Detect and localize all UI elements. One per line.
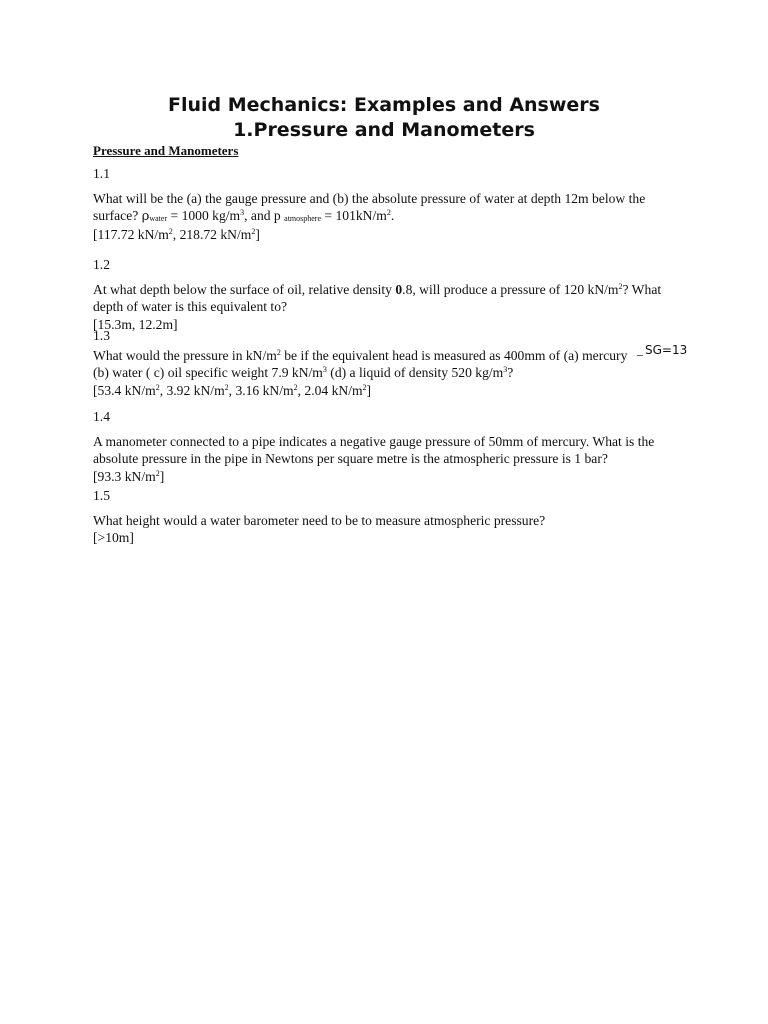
document-title: Fluid Mechanics: Examples and Answers (168, 94, 600, 116)
question-text-line: absolute pressure in the pipe in Newtons per square metre is the atmospheric pressure is 1 bar? (93, 451, 608, 466)
question-1-3 (93, 327, 627, 399)
question-text-line: surface? $\rho_{water} = 1000$ $kg/m^3$, and p $_{atmosphere} = 101kN/m^2$. (93, 208, 395, 224)
question-number: 1.2 (93, 257, 110, 272)
question-1-4 (93, 408, 654, 485)
sg-annotation: SG=13 (645, 343, 688, 357)
question-text-line: What would the pressure in $kN/m^2$ be if the equivalent head is measured as 400mm of (a) mercury (93, 347, 628, 363)
question-number: 1.3 (93, 328, 110, 343)
question-number: 1.4 (93, 409, 110, 424)
sg-annotation-mark (637, 355, 643, 356)
answer: [117.72 $kN/m^2$, 218.72 $kN/m^2$] (93, 226, 260, 242)
question-1-1 (93, 165, 645, 243)
question-number: 1.1 (93, 166, 110, 181)
question-text-line: depth of water is this equivalent to? (93, 299, 288, 314)
question-text-line: What will be the (a) the gauge pressure and (b) the absolute pressure of water at depth 12m below the (93, 190, 646, 206)
question-text-line: A manometer connected to a pipe indicates a negative gauge pressure of 50mm of mercury. What is the (93, 433, 655, 449)
answer: [53.4 $kN/m^2$, 3.92 $kN/m^2$, 3.16 $kN/m^2$, 2.04 $kN/m^2$] (93, 382, 372, 398)
answer: [15.3m, 12.2m] (93, 316, 178, 332)
question-1-2 (93, 256, 661, 333)
question-number: 1.5 (93, 488, 110, 503)
answer: [93.3 $kN/m^2$] (93, 468, 165, 484)
question-text-line: What height would a water barometer need to be to measure atmospheric pressure? (93, 512, 546, 528)
answer: [>10m] (93, 530, 134, 545)
question-text-line: (b) water ( c) oil specific weight 7.9 $kN/m^3$ (d) a liquid of density 520 $kg/m^3$? (93, 365, 514, 380)
question-1-5 (93, 487, 545, 547)
rho-symbol: ρ (141, 209, 150, 224)
document-subtitle: 1.Pressure and Manometers (233, 119, 535, 141)
section-heading: Pressure and Manometers (93, 143, 239, 158)
question-text-line: At what depth below the surface of oil, relative density 0.8, will produce a pressure of 120 $kN/m^2$? What (93, 281, 662, 297)
